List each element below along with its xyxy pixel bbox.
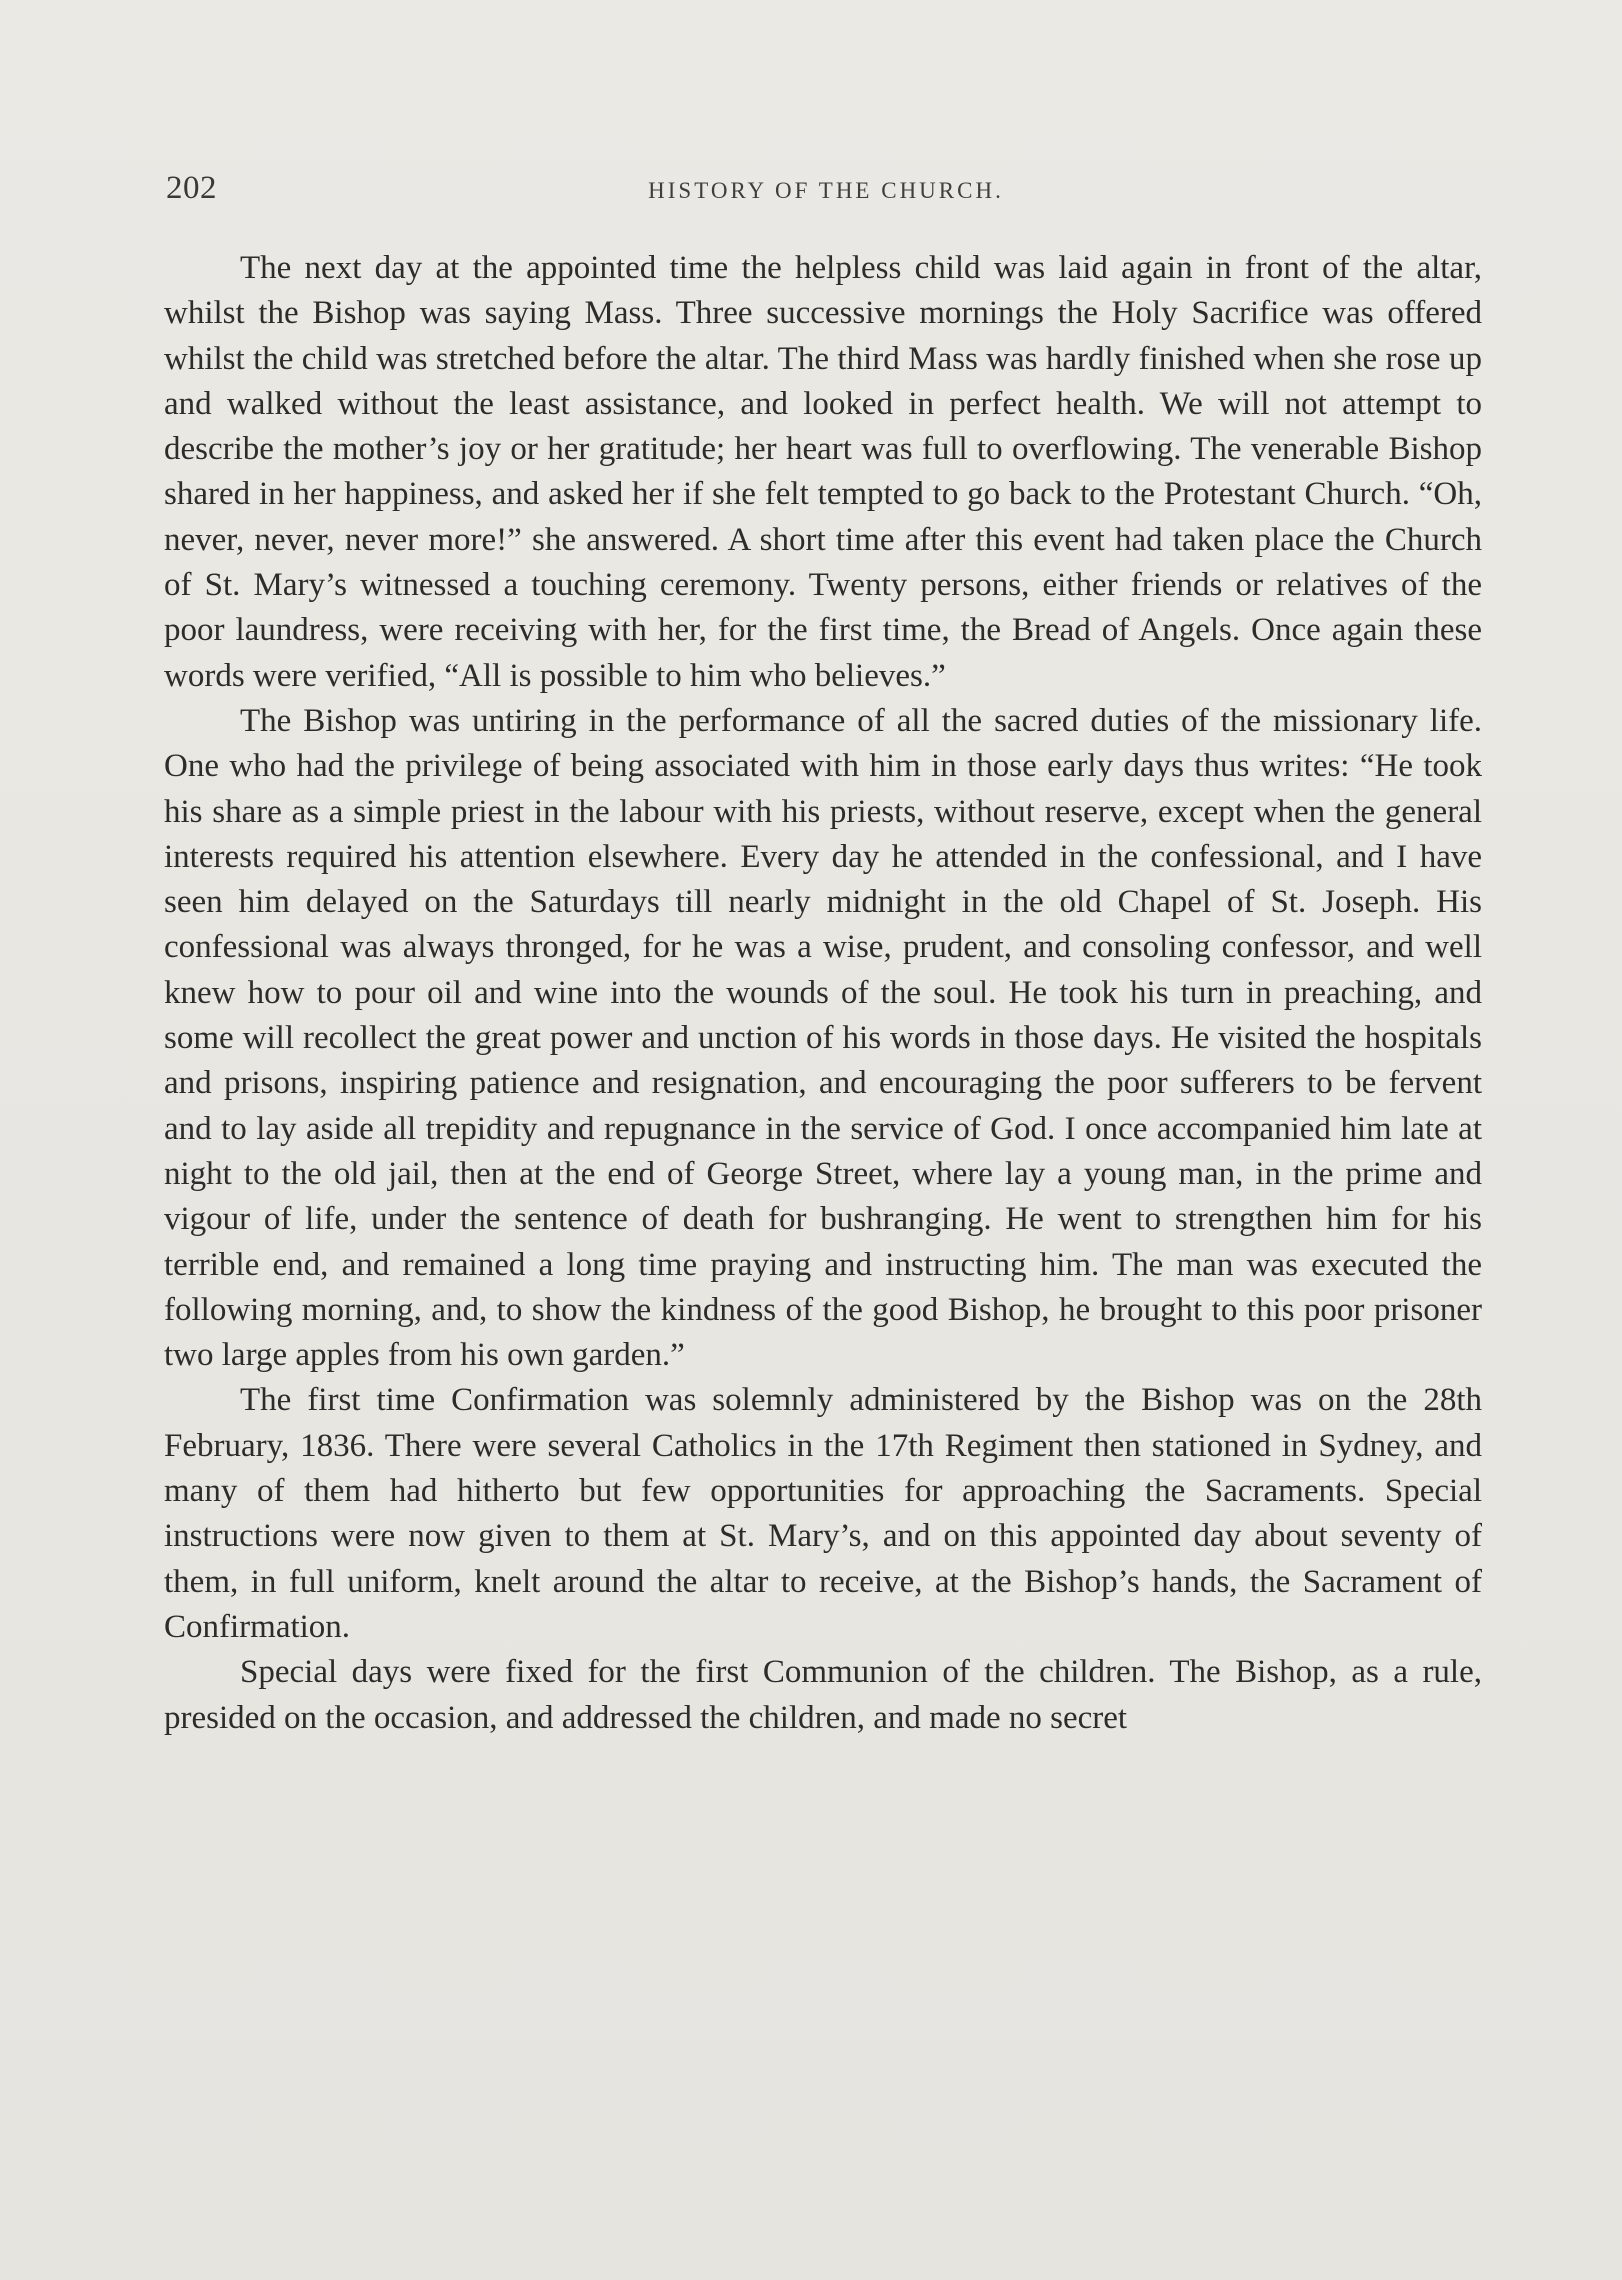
body-text (164, 246, 1482, 1741)
paragraph-first-confirmation: The first time Confirmation was solemnly administered by the Bishop was on the 28th February, 1836. There were several Catholics in the 17th Regiment then stationed in Sydney, and many of them had hitherto but few opportunities for approaching the Sacraments. Special instructions were now given to them at St. Mary’s, and on this appointed day about seventy of them, in full uniform, knelt around the altar to receive, at the Bishop’s hands, the Sacrament of Confirmation. (164, 1382, 1482, 1645)
page-number: 202 (166, 170, 217, 206)
page-header (166, 170, 1486, 220)
paragraph-first-communion: Special days were fixed for the first Communion of the children. The Bishop, as a rule, presided on the occasion, and addressed the children, and made no secret (164, 1654, 1482, 1736)
paragraph-healing-of-child: The next day at the appointed time the helpless child was laid again in front of the altar, whilst the Bishop was saying Mass. Three successive mornings the Holy Sacrifice was offered whilst the child was stretched before the altar. The third Mass was hardly finished when she rose up and walked without the least assistance, and looked in perfect health. We will not attempt to describe the mother’s joy or her gratitude; her heart was full to overflowing. The venerable Bishop shared in her happiness, and asked her if she felt tempted to go back to the Protestant Church. “Oh, never, never, never more!” she answered. A short time after this event had taken place the Church of St. Mary’s witnessed a touching ceremony. Twenty persons, either friends or relatives of the poor laundress, were receiving with her, for the first time, the Bread of Angels. Once again these words were verified, “All is possible to him who believes.” (164, 250, 1482, 694)
paragraph-missionary-life: The Bishop was untiring in the performance of all the sacred duties of the missionary life. One who had the privilege of being associated with him in those early days thus writes: “He took his share as a simple priest in the labour with his priests, without reserve, except when the general interests required his attention elsewhere. Every day he attended in the confessional, and I have seen him delayed on the Saturdays till nearly midnight in the old Chapel of St. Joseph. His confessional was always thronged, for he was a wise, prudent, and consoling confessor, and well knew how to pour oil and wine into the wounds of the soul. He took his turn in preaching, and some will recollect the great power and unction of his words in those days. He visited the hospitals and prisons, inspiring patience and resignation, and encouraging the poor sufferers to be fervent and to lay aside all trepidity and repugnance in the service of God. I once accompanied him late at night to the old jail, then at the end of George Street, where lay a young man, in the prime and vigour of life, under the sentence of death for bushranging. He went to strengthen him for his terrible end, and remained a long time praying and instructing him. The man was executed the following morning, and, to show the kindness of the good Bishop, he brought to this poor prisoner two large apples from his own garden.” (164, 702, 1482, 1374)
running-title: HISTORY OF THE CHURCH. (648, 178, 1004, 203)
